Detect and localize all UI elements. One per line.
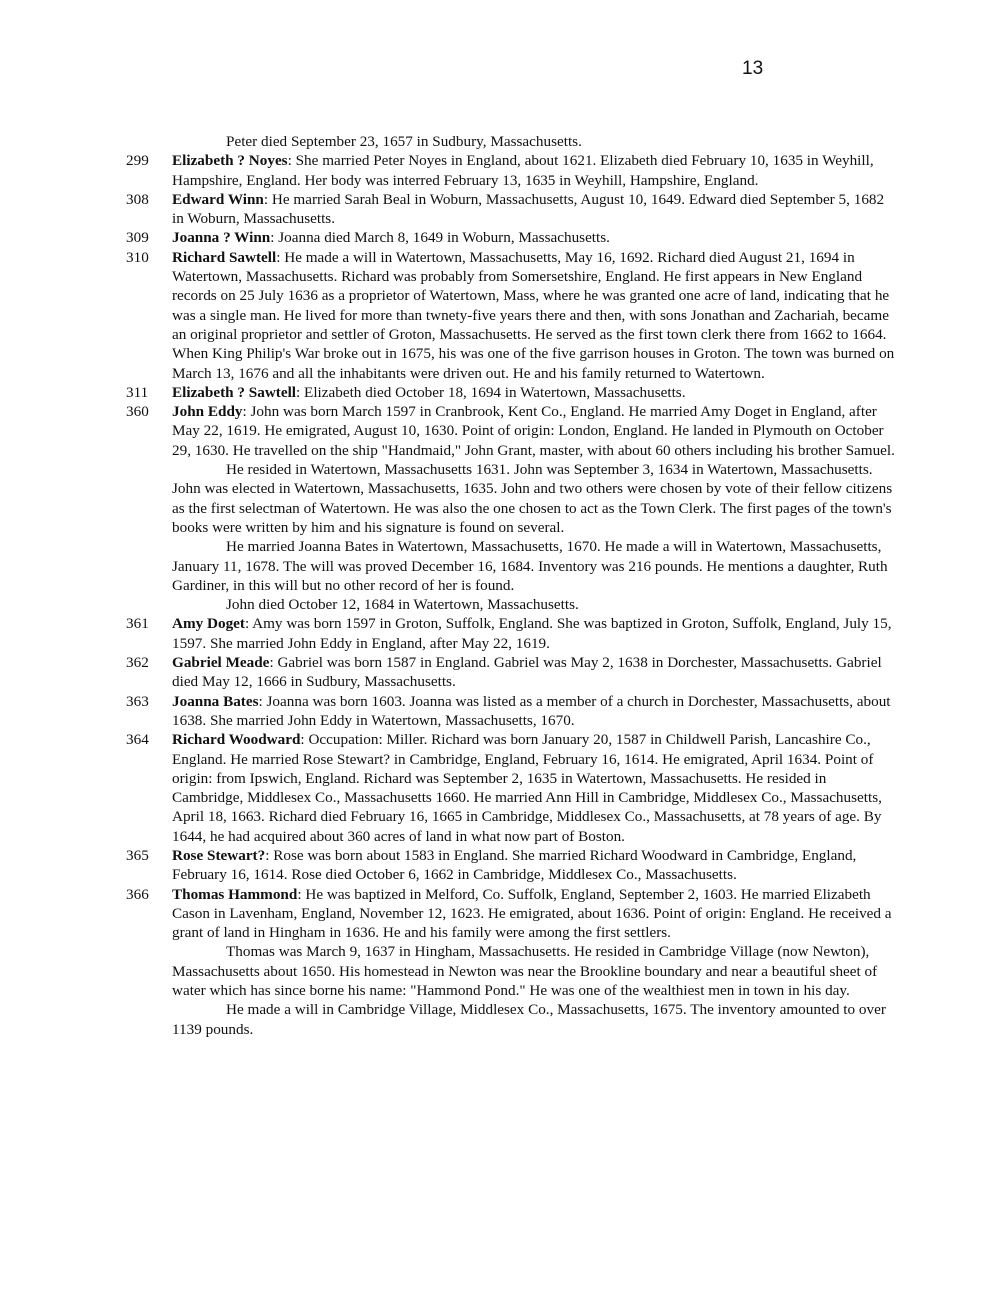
entry-description: : Occupation: Miller. Richard was born January 20, 1587 in Childwell Parish, Lancashire Co., England. He married Rose Stewart? in Cambridge, England, February 16, 1614. He emigrated, April 1634. Point of origin: from Ipswich, England. Richard was September 2, 1635 in Watertown, Massachusetts. He resided in Cambridge, Middlesex Co., Massachusetts 1660. He married Ann Hill in Cambridge, Middlesex Co., Massachusetts, April 18, 1663. Richard died February 16, 1665 in Cambridge, Middlesex Co., Massachusetts, at 78 years of age. By 1644, he had acquired about 360 acres of land in what now part of Boston. bbox=[172, 731, 882, 845]
entry-description: : He made a will in Watertown, Massachusetts, May 16, 1692. Richard died August 21, 1694 in Watertown, Massachusetts. Richard was probably from Somersetshire, England. He first appears in New England records on 25 July 1636 as a proprietor of Watertown, Mass, where he was granted one acre of land, indicating that he was a single man. He lived for more than twnety-five years there and then, with sons Jonathan and Zachariah, became an original proprietor and settler of Groton, Massachusetts. He served as the first town clerk there from 1662 to 1664. When King Philip's War broke out in 1675, his was one of the five garrison houses in Groton. The town was burned on March 13, 1676 and all the inhabitants were driven out. He and his family returned to Watertown. bbox=[172, 248, 895, 382]
entry-360-continuation bbox=[126, 460, 896, 614]
person-name: Edward Winn bbox=[172, 190, 264, 208]
entry-text bbox=[172, 614, 896, 653]
entry-text bbox=[172, 692, 896, 731]
entry-text bbox=[172, 383, 896, 402]
paragraph: Thomas was March 9, 1637 in Hingham, Massachusetts. He resided in Cambridge Village (now Newton), Massachusetts about 1650. His homestead in Newton was near the Brookline boundary and near a beautiful sheet of water which has since borne his name: "Hammond Pond." He was one of the wealthiest men in town in his day. bbox=[172, 943, 878, 1000]
person-name: Thomas Hammond bbox=[172, 885, 298, 903]
person-name: Elizabeth ? Sawtell bbox=[172, 383, 297, 401]
entry-number: 362 bbox=[126, 654, 149, 672]
entry-366 bbox=[126, 885, 896, 943]
entry-description: : Joanna died March 8, 1649 in Woburn, Massachusetts. bbox=[270, 229, 610, 247]
paragraph: John died October 12, 1684 in Watertown, Massachusetts. bbox=[226, 596, 579, 614]
entry-363 bbox=[126, 692, 896, 731]
paragraph: He married Joanna Bates in Watertown, Massachusetts, 1670. He made a will in Watertown, Massachusetts, January 11, 1678. The will was proved December 16, 1684. Inventory was 216 pounds. He mentions a daughter, Ruth Gardiner, in this will but no other record of her is found. bbox=[172, 538, 888, 594]
entry-description: : John was born March 1597 in Cranbrook, Kent Co., England. He married Amy Doget in England, after May 22, 1619. He emigrated, August 10, 1630. Point of origin: London, England. He landed in Plymouth on October 29, 1630. He travelled on the ship "Handmaid," John Grant, master, with about 60 others including his brother Samuel. bbox=[172, 403, 895, 459]
entry-text bbox=[172, 846, 896, 885]
entry-361 bbox=[126, 614, 896, 653]
person-name: Richard Woodward bbox=[172, 731, 301, 749]
entry-number: 311 bbox=[126, 383, 149, 401]
entry-366-continuation bbox=[126, 942, 896, 1038]
entry-description: : Gabriel was born 1587 in England. Gabriel was May 2, 1638 in Dorchester, Massachusetts. Gabriel died May 12, 1666 in Sudbury, Massachusetts. bbox=[172, 654, 882, 691]
entry-description: : Joanna was born 1603. Joanna was listed as a member of a church in Dorchester, Massachusetts, about 1638. She married John Eddy in Watertown, Massachusetts, 1670. bbox=[172, 692, 891, 729]
entry-text bbox=[172, 190, 896, 229]
entry-description: : She married Peter Noyes in England, about 1621. Elizabeth died February 10, 1635 in Weyhill, Hampshire, England. Her body was interred February 13, 1635 in Weyhill, Hampshire, England. bbox=[172, 152, 874, 189]
person-name: Gabriel Meade bbox=[172, 654, 270, 672]
entry-text bbox=[172, 248, 896, 383]
person-name: Rose Stewart? bbox=[172, 846, 266, 864]
entry-description: : Rose was born about 1583 in England. She married Richard Woodward in Cambridge, England, February 16, 1614. Rose died October 6, 1662 in Cambridge, Middlesex Co., Massachusetts. bbox=[172, 846, 857, 884]
entry-360 bbox=[126, 402, 896, 460]
entry-number: 360 bbox=[126, 403, 149, 421]
person-name: John Eddy bbox=[172, 403, 243, 421]
entry-311 bbox=[126, 383, 896, 402]
entry-text bbox=[172, 885, 896, 943]
lead-in-paragraph: Peter died September 23, 1657 in Sudbury, Massachusetts. bbox=[226, 133, 582, 150]
person-name: Richard Sawtell bbox=[172, 248, 277, 266]
entry-text bbox=[172, 653, 896, 692]
paragraph: He made a will in Cambridge Village, Middlesex Co., Massachusetts, 1675. The inventory amounted to over 1139 pounds. bbox=[172, 1001, 886, 1038]
paragraph: He resided in Watertown, Massachusetts 1631. John was September 3, 1634 in Watertown, Massachusetts. John was elected in Watertown, Massachusetts, 1635. John and two others were chosen by vote of their fellow citizens as the first selectman of Watertown. He was also the one chosen to act as the Town Clerk. The first pages of the town's books were written by him and his signature is found on several. bbox=[172, 461, 893, 536]
entry-description: : Elizabeth died October 18, 1694 in Watertown, Massachusetts. bbox=[296, 383, 686, 401]
page-number: 13 bbox=[742, 58, 764, 79]
entry-number: 364 bbox=[126, 731, 149, 749]
person-name: Joanna Bates bbox=[172, 692, 259, 710]
entry-364 bbox=[126, 730, 896, 846]
entry-text bbox=[172, 402, 896, 460]
entry-number: 299 bbox=[126, 152, 149, 170]
person-name: Joanna ? Winn bbox=[172, 229, 271, 247]
entry-number: 361 bbox=[126, 615, 149, 633]
entry-number: 310 bbox=[126, 248, 149, 266]
entry-description: : Amy was born 1597 in Groton, Suffolk, England. She was baptized in Groton, Suffolk, England, July 15, 1597. She married John Eddy in England, after May 22, 1619. bbox=[172, 615, 892, 652]
entry-text bbox=[172, 228, 896, 247]
entry-number: 366 bbox=[126, 885, 149, 903]
entry-310 bbox=[126, 248, 896, 383]
entry-text bbox=[172, 151, 896, 190]
person-name: Amy Doget bbox=[172, 615, 245, 633]
entry-299 bbox=[126, 151, 896, 190]
entry-365 bbox=[126, 846, 896, 885]
entry-309 bbox=[126, 228, 896, 247]
person-name: Elizabeth ? Noyes bbox=[172, 152, 288, 170]
entry-text bbox=[172, 730, 896, 846]
entry-308 bbox=[126, 190, 896, 229]
entry-description: : He married Sarah Beal in Woburn, Massachusetts, August 10, 1649. Edward died September 5, 1682 in Woburn, Massachusetts. bbox=[172, 190, 885, 228]
entry-number: 365 bbox=[126, 846, 149, 864]
entry-number: 363 bbox=[126, 692, 149, 710]
document-body bbox=[126, 132, 896, 1039]
entry-number: 308 bbox=[126, 190, 149, 208]
entry-description: : He was baptized in Melford, Co. Suffolk, England, September 2, 1603. He married Elizabeth Cason in Lavenham, England, November 12, 1623. He emigrated, about 1636. Point of origin: England. He received a grant of land in Hingham in 1636. He and his family were among the first settlers. bbox=[172, 885, 892, 942]
entry-number: 309 bbox=[126, 229, 149, 247]
entry-362 bbox=[126, 653, 896, 692]
